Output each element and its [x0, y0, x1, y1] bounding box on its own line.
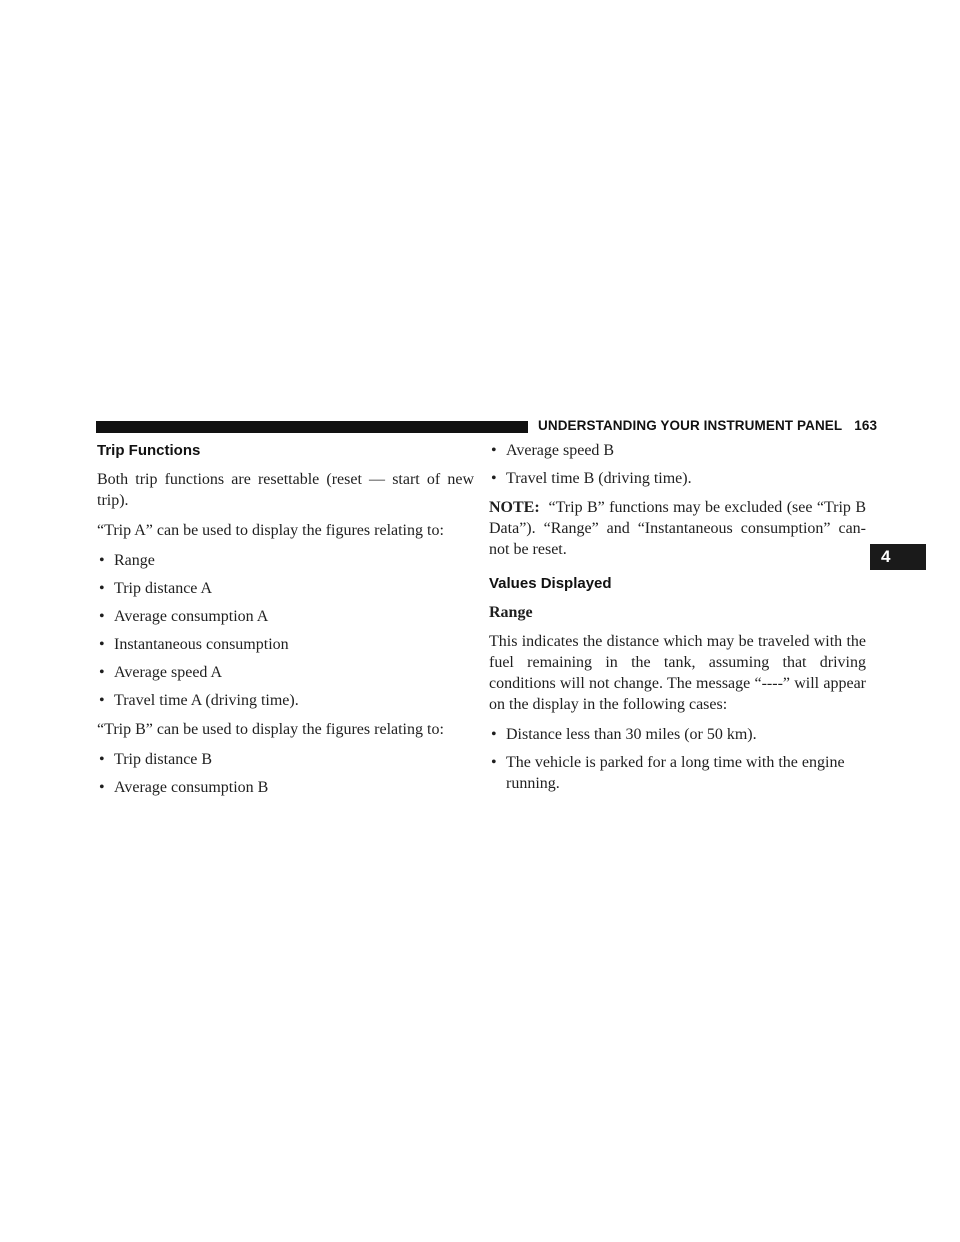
bullet: •: [99, 636, 105, 653]
note-text: “Trip B” functions may be excluded (see “Trip B Data”). “Range” and “Instantaneous consumption” can-not be reset.: [489, 499, 867, 558]
note-label: NOTE:: [489, 499, 540, 516]
list-item: • Average consumption B: [99, 779, 269, 796]
list-item: • The vehicle is parked for a long time with the engine running.: [491, 754, 845, 792]
chapter-tab: 4: [870, 544, 926, 570]
paragraph: “Trip A” can be used to display the figures relating to:: [97, 522, 444, 539]
list-item: • Instantaneous consumption: [99, 636, 289, 653]
right-column: [489, 440, 866, 794]
bullet: •: [99, 751, 105, 768]
list-item: • Travel time A (driving time).: [99, 692, 299, 709]
list-item: • Average speed B: [491, 442, 615, 459]
range-subheading: Range: [489, 604, 533, 621]
bullet: •: [99, 692, 105, 709]
paragraph: This indicates the distance which may be traveled with the fuel remaining in the tank, assuming that driving conditions will not change. The message “----” will appear on the display in the following cases:: [489, 633, 866, 713]
note-paragraph: [489, 497, 866, 560]
list-item: • Trip distance A: [99, 580, 213, 597]
paragraph: “Trip B” can be used to display the figures relating to:: [97, 721, 444, 738]
page-number: 163: [854, 418, 878, 433]
list-item: • Range: [99, 552, 155, 569]
paragraph: Both trip functions are resettable (reset — start of new trip).: [97, 471, 474, 509]
values-displayed-heading: Values Displayed: [489, 575, 612, 592]
bullet: •: [99, 779, 105, 796]
bullet: •: [99, 580, 105, 597]
left-column: [97, 440, 474, 798]
list-item: • Average consumption A: [99, 608, 269, 625]
bullet: •: [99, 664, 105, 681]
section-title: UNDERSTANDING YOUR INSTRUMENT PANEL: [538, 418, 843, 433]
running-header: [538, 418, 878, 433]
header-rule: [96, 421, 528, 433]
list-item: • Travel time B (driving time).: [491, 470, 692, 487]
bullet: •: [491, 726, 497, 743]
list-item: • Trip distance B: [99, 751, 213, 768]
bullet: •: [491, 470, 497, 487]
bullet: •: [99, 552, 105, 569]
list-item: • Distance less than 30 miles (or 50 km).: [491, 726, 757, 743]
bullet: •: [491, 442, 497, 459]
list-item: • Average speed A: [99, 664, 223, 681]
bullet: •: [491, 754, 497, 771]
trip-functions-heading: Trip Functions: [97, 442, 201, 459]
bullet: •: [99, 608, 105, 625]
